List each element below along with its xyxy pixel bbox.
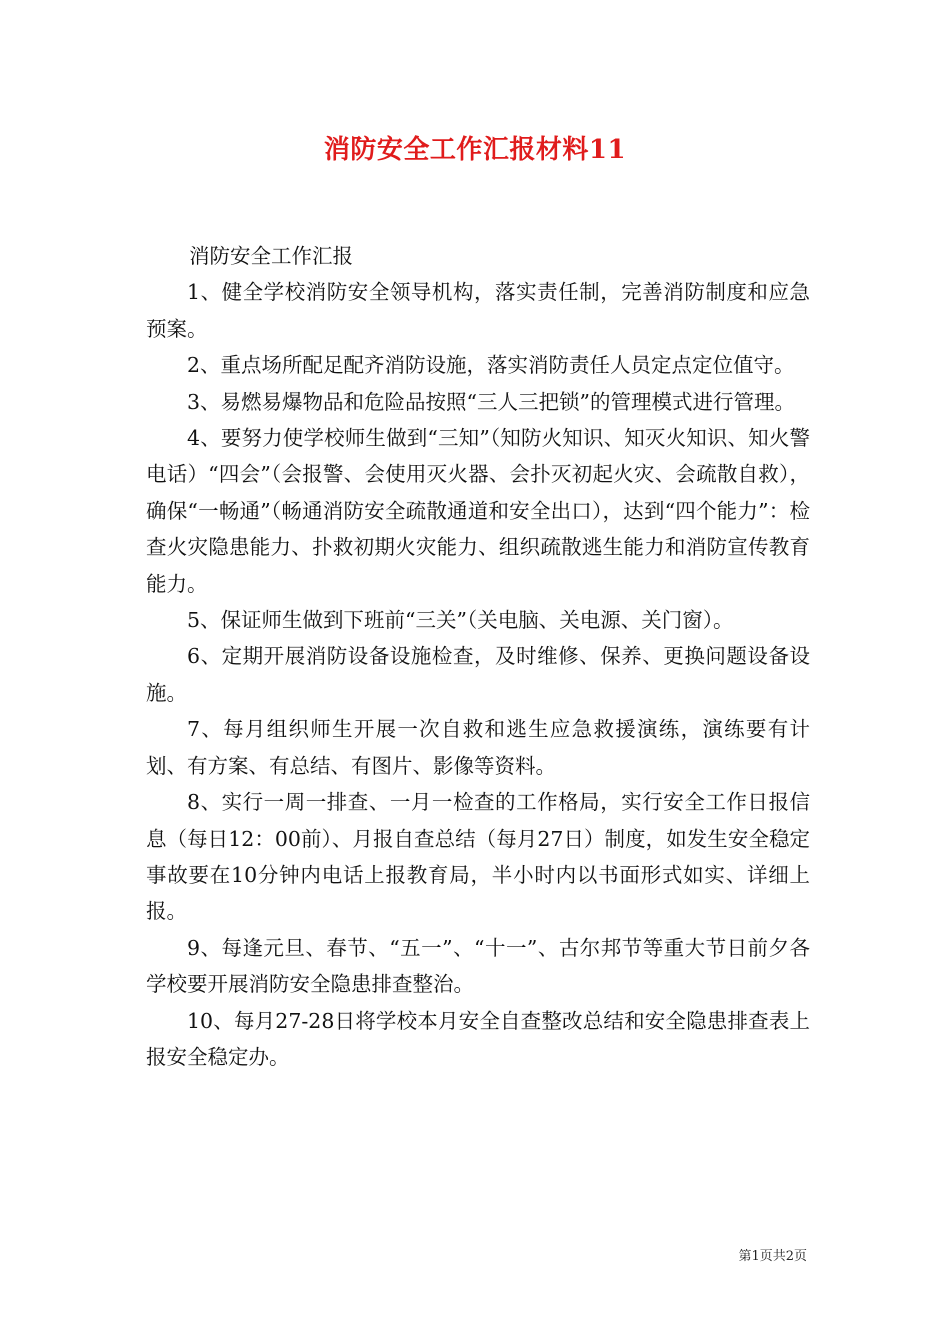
paragraph-5: 5、保证师生做到下班前“三关”（关电脑、关电源、关门窗）。 <box>187 608 734 633</box>
paragraph-4: 4、要努力使学校师生做到“三知”（知防火知识、知灭火知识、知火警电话）“四会”（会报警、会使用灭火器、会扑灭初起火灾、会疏散自救），确保“一畅通”（畅通消防安全疏散通道和安全出口），达到“四个能力”：检查火灾隐患能力、扑救初期火灾能力、组织疏散逃生能力和消防宣传教育能力。 <box>146 426 810 596</box>
paragraph-9: 9、每逢元旦、春节、“五一”、“十一”、古尔邦节等重大节日前夕各学校要开展消防安全隐患排查整治。 <box>146 935 810 997</box>
document-body <box>146 238 810 1075</box>
paragraph-8: 8、实行一周一排查、一月一检查的工作格局，实行安全工作日报信息（每日12：00前）、月报自查总结（每月27日）制度，如发生安全稳定事故要在10分钟内电话上报教育局，半小时内以书面形式如实、详细上报。 <box>146 790 810 924</box>
page-number: 第1页共2页 <box>738 1249 807 1264</box>
paragraph-10: 10、每月27-28日将学校本月安全自查整改总结和安全隐患排查表上报安全稳定办。 <box>146 1008 810 1069</box>
section-heading: 消防安全工作汇报 <box>189 244 354 268</box>
document-title: 消防安全工作汇报材料11 <box>323 135 627 165</box>
paragraph-3: 3、易燃易爆物品和危险品按照“三人三把锁”的管理模式进行管理。 <box>187 389 796 414</box>
paragraph-6: 6、定期开展消防设备设施检查，及时维修、保养、更换问题设备设施。 <box>146 644 810 705</box>
paragraph-2: 2、重点场所配足配齐消防设施，落实消防责任人员定点定位值守。 <box>187 353 795 378</box>
paragraph-7: 7、每月组织师生开展一次自救和逃生应急救援演练，演练要有计划、有方案、有总结、有图片、影像等资料。 <box>146 717 810 778</box>
paragraph-1: 1、健全学校消防安全领导机构，落实责任制，完善消防制度和应急预案。 <box>146 280 810 341</box>
